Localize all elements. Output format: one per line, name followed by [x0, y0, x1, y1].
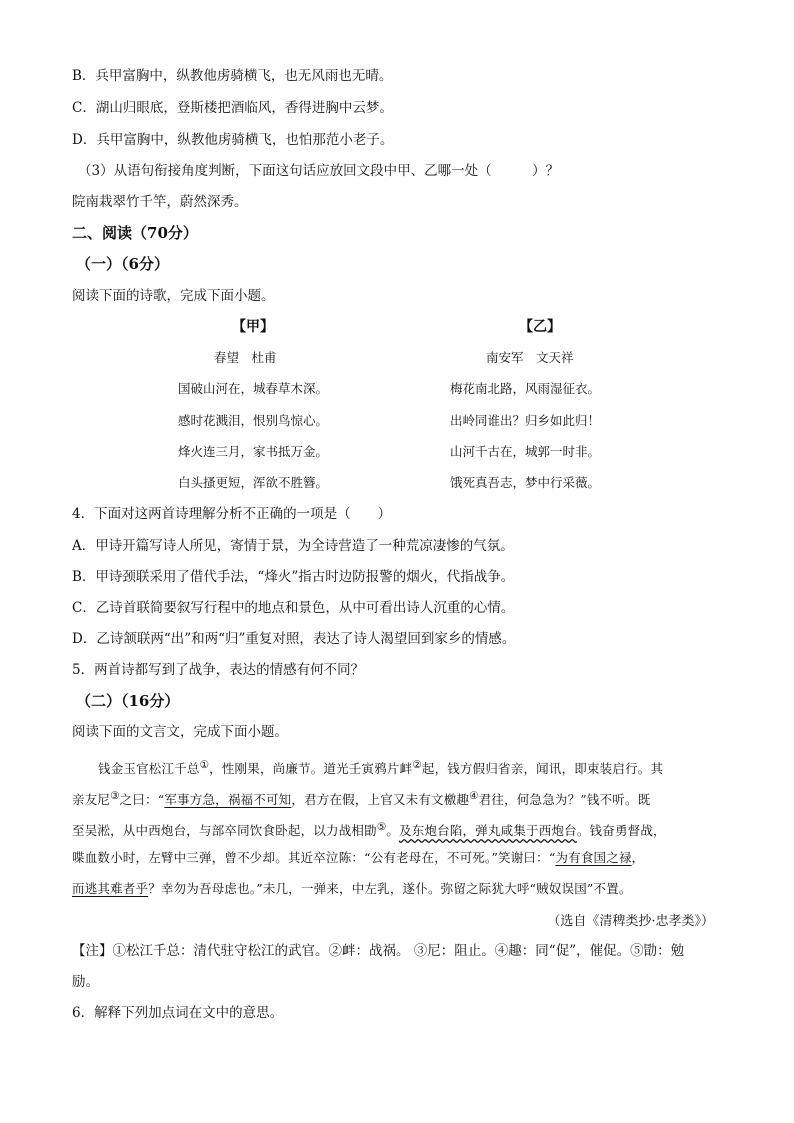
wenyan-line-3 — [72, 817, 666, 841]
note-marker: ⑤ — [376, 821, 387, 833]
note-marker: ③ — [110, 790, 120, 802]
q5-question: 5．两首诗都写到了战争，表达的情感有何不同？ — [72, 662, 365, 678]
wenyan-line-4 — [72, 848, 644, 868]
wavy-underlined-sentence: 及东炮台陷，弹丸咸集于西炮台 — [399, 823, 577, 839]
q3-subquestion: （3）从语句衔接角度判断，下面这句话应放回文段中甲、乙哪一处（ ）？ — [78, 163, 560, 179]
poem-b-line: 出岭同谁出？归乡如此归！ — [450, 413, 601, 428]
underlined-sentence: 而逃其难者乎 — [72, 881, 149, 896]
wenyan-text: 喋血数小时，左臂中三弹，曾不少却。其近卒泣陈：“公有老母在，不可死。”笑谢曰：“ — [72, 850, 556, 865]
poem-a-line: 白头搔更短，浑欲不胜簪。 — [178, 475, 329, 490]
q3-sentence: 院南栽翠竹千竿，蔚然深秀。 — [72, 194, 248, 210]
poem-a-title: 春望 杜甫 — [214, 350, 277, 365]
underlined-sentence: 军事方急，祸福不可知 — [164, 792, 292, 808]
wenyan-text: ， — [631, 850, 645, 865]
note-marker: ④ — [469, 790, 479, 802]
wenyan-line-2 — [72, 786, 650, 810]
part1-intro: 阅读下面的诗歌，完成下面小题。 — [72, 288, 275, 304]
poem-b-line: 饿死真吾志，梦中行采薇。 — [450, 475, 601, 490]
part2-intro: 阅读下面的文言文，完成下面小题。 — [72, 724, 288, 740]
q4-option-d: D．乙诗颔联两“出”和两“归”重复对照，表达了诗人渴望回到家乡的情感。 — [72, 631, 516, 647]
wenyan-text: 。 — [386, 823, 400, 839]
wenyan-line-1 — [98, 755, 663, 779]
wenyan-text: 钱金玉官松江千总 — [98, 761, 200, 777]
poem-a-line: 烽火连三月，家书抵万金。 — [178, 444, 329, 459]
poem-b-label: 【乙】 — [519, 319, 561, 335]
note-marker: ② — [412, 759, 422, 771]
annotation-note-cont: 励。 — [72, 974, 99, 990]
wenyan-line-5 — [72, 879, 632, 899]
q3-option-d: D．兵甲富胸中，纵教他虏骑横飞，也怕那范小老子。 — [72, 132, 394, 148]
q4-option-c: C．乙诗首联简要叙写行程中的地点和景色，从中可看出诗人沉重的心情。 — [72, 600, 515, 616]
part1-heading: （一）（6分） — [76, 255, 169, 273]
part2-heading: （二）（16分） — [76, 692, 180, 710]
poem-b-title: 南安军 文天祥 — [486, 350, 574, 365]
poem-a-line: 国破山河在，城春草木深。 — [178, 381, 329, 396]
q4-option-a: A．甲诗开篇写诗人所见，寄情于景，为全诗营造了一种荒凉凄惨的气氛。 — [72, 538, 514, 554]
wenyan-text: ？幸勿为吾母虑也。”未几，一弹来，中左乳，遂仆。弥留之际犹大呼“贼奴误国”不置。 — [148, 881, 632, 896]
wenyan-text: 之曰：“ — [119, 792, 165, 808]
section-reading-heading: 二、阅读（70分） — [72, 224, 198, 242]
wenyan-text: 至吴淞，从中西炮台，与部卒同饮食卧起，以力战相勖 — [72, 823, 377, 839]
wenyan-text: 君往，何急急为？”钱不听。既 — [478, 792, 651, 808]
poem-b-line: 梅花南北路，风雨湿征衣。 — [450, 381, 601, 396]
wenyan-text: ，君方在假，上官又未有文檄趣 — [291, 792, 470, 808]
q4-stem: 4．下面对这两首诗理解分析不正确的一项是（ ） — [72, 506, 392, 522]
annotation-note: 【注】①松江千总：清代驻守松江的武官。②衅：战祸。 ③尼：阻止。④趣：同“促”，催促。⑤勖：勉 — [72, 943, 685, 959]
poem-b-line: 山河千古在，城郭一时非。 — [450, 444, 601, 459]
wenyan-text: 亲友尼 — [72, 792, 111, 808]
poem-a-line: 感时花溅泪，恨别鸟惊心。 — [178, 413, 329, 428]
q4-option-b: B．甲诗颈联采用了借代手法，“烽火”指古时边防报警的烟火，代指战争。 — [72, 569, 515, 585]
q3-option-b: B．兵甲富胸中，纵教他虏骑横飞，也无风雨也无晴。 — [72, 68, 393, 84]
poem-a-label: 【甲】 — [232, 319, 274, 335]
note-marker: ① — [199, 759, 210, 771]
wenyan-text: ，性刚果，尚廉节。道光壬寅鸦片衅 — [209, 761, 413, 777]
q6-question: 6．解释下列加点词在文中的意思。 — [72, 1005, 284, 1021]
underlined-sentence: 为有食国之禄 — [555, 850, 632, 865]
wenyan-text: 起，钱方假归省亲，闻讯，即束装启行。其 — [421, 761, 664, 777]
wenyan-source: （选自《清稗类抄·忠孝类》） — [547, 914, 714, 929]
q3-option-c: C．湖山归眼底，登斯楼把酒临风，香得进胸中云梦。 — [72, 100, 393, 116]
wenyan-text: 。钱奋勇督战， — [576, 823, 666, 839]
